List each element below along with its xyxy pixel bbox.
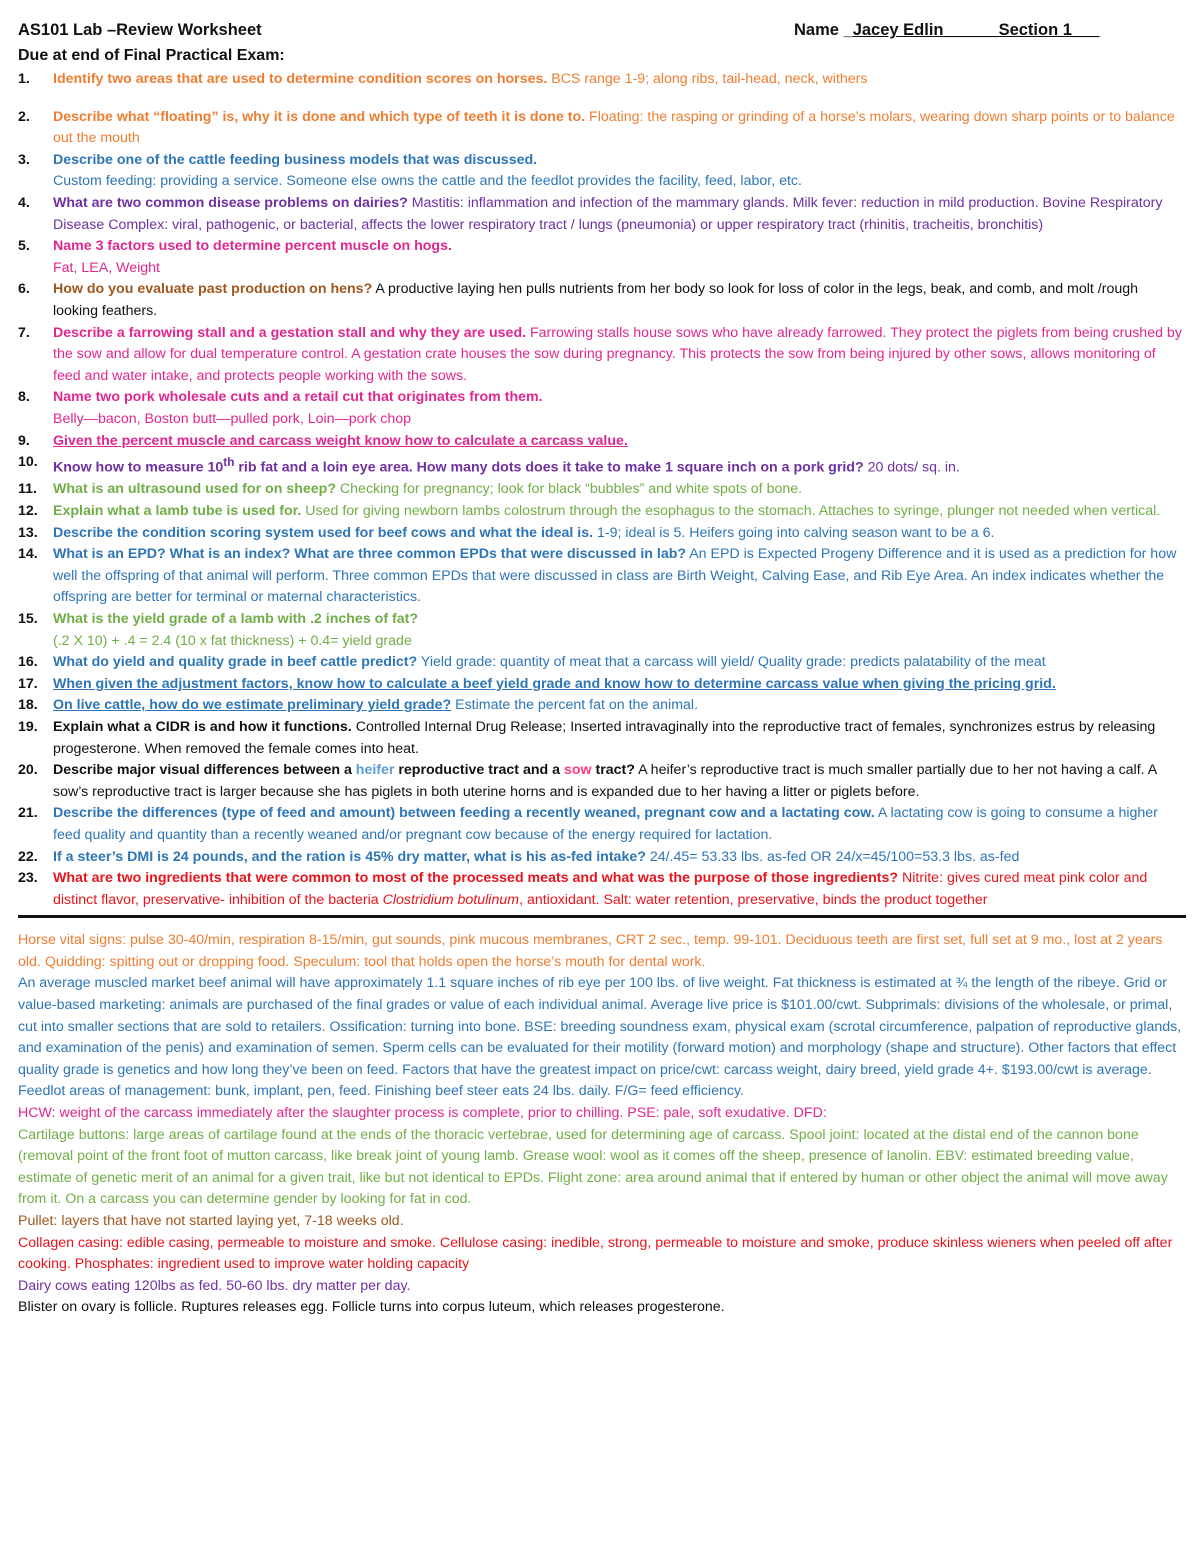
answer-text: A productive laying hen pulls nutrients from her body so look for loss of color in the legs, beak, and comb, and molt /rough looking feathers. [53, 281, 1139, 319]
notes-section [18, 930, 1184, 1319]
note-paragraph: Collagen casing: edible casing, permeable to moisture and smoke. Cellulose casing: inedible, strong, permeable to moisture and smoke, produce skinless wieners when peeled off after cooking. Phosphates: ingredient used to improve water holding capacity [18, 1234, 1173, 1273]
question-item: 7. Describe a farrowing stall and a gestation stall and why they are used. Farrowing stalls house sows who have already farrowed. They protect the piglets from being crushed by the sow and allow for dual temperature control. A gestation crate houses the sow during pregnancy. This protects the sow from being injured by other sows, allows monitoring of feed and water intake, and protects people working with the sows. [18, 324, 1182, 384]
name-label: Name _ [794, 21, 853, 39]
worksheet-title: AS101 Lab –Review Worksheet [18, 21, 262, 39]
question-item: 16. What do yield and quality grade in beef cattle predict? Yield grade: quantity of meat that a carcass will yield/ Quality grade: predicts palatability of the meat [18, 654, 1046, 671]
sow-word: sow [563, 762, 592, 779]
question-text: Name two pork wholesale cuts and a retail cut that originates from them. [53, 389, 543, 406]
question-text: What do yield and quality grade in beef cattle predict? [53, 654, 418, 671]
answer-text: A heifer’s reproductive tract is much smaller partially due to her not having a calf. A sow’s reproductive tract is larger because she has piglets in both uterine horns and is expanded due to her having a litter or piglets before. [53, 762, 1157, 800]
question-text: When given the adjustment factors, know how to calculate a beef yield grade and know how to determine carcass value when giving the pricing grid. [53, 675, 1056, 692]
section-blank: ___ [1071, 21, 1100, 39]
question-text: How do you evaluate past production on hens? [53, 281, 373, 298]
note-paragraph: HCW: weight of the carcass immediately after the slaughter process is complete, prior to chilling. PSE: pale, soft exudative. DFD: [18, 1105, 827, 1122]
question-item: 3. Describe one of the cattle feeding business models that was discussed. Custom feeding: providing a service. Someone else owns the cattle and the feedlot provides the facility, feed, labor, etc. [18, 151, 802, 190]
question-item: 12. Explain what a lamb tube is used for. Used for giving newborn lambs colostrum through the esophagus to the stomach. Attaches to syringe, plunger not needed when vertical. [18, 503, 1161, 520]
answer-text: 20 dots/ sq. in. [863, 459, 960, 476]
question-text: Name 3 factors used to determine percent muscle on hogs. [53, 238, 452, 255]
answer-text: Used for giving newborn lambs colostrum through the esophagus to the stomach. Attaches to syringe, plunger not needed when vertical. [301, 503, 1161, 520]
question-item: 18. On live cattle, how do we estimate preliminary yield grade? Estimate the percent fat on the animal. [18, 697, 699, 714]
answer-text: (.2 X 10) + .4 = 2.4 (10 x fat thickness) + 0.4= yield grade [53, 632, 412, 649]
answer-text: Floating: the rasping or grinding of a horse’s molars, wearing down sharp points or to balance out the mouth [53, 108, 1175, 147]
question-text-cont: rib fat and a loin eye area. How many dots does it take to make 1 square inch on a pork grid? [234, 459, 864, 476]
note-paragraph: Pullet: layers that have not started laying yet, 7-18 weeks old. [18, 1213, 404, 1230]
answer-text: Fat, LEA, Weight [53, 259, 160, 276]
answer-text: Checking for pregnancy; look for black “bubbles” and white spots of bone. [335, 481, 803, 498]
answer-text: Controlled Internal Drug Release; Inserted intravaginally into the reproductive tract of females, synchronizes estrus by releasing progesterone. When removed the female comes into heat. [53, 718, 1156, 757]
question-text-end: tract? [591, 762, 635, 779]
question-text: What is the yield grade of a lamb with .2 inches of fat? [53, 610, 418, 627]
question-text: On live cattle, how do we estimate preliminary yield grade? [53, 697, 452, 714]
question-item: 15. What is the yield grade of a lamb with .2 inches of fat? (.2 X 10) + .4 = 2.4 (10 x fat thickness) + 0.4= yield grade [18, 610, 418, 649]
question-item: 6. How do you evaluate past production on hens? A productive laying hen pulls nutrients from her body so look for loss of color in the legs, beak, and comb, and molt /rough looking feathers. [18, 281, 1139, 319]
question-item: 14. What is an EPD? What is an index? What are three common EPDs that were discussed in lab? An EPD is Expected Progeny Difference and it is used as a prediction for how well the offspring of that animal will perform. Three common EPDs that were discussed in class are Birth Weight, Calving Ease, and Rib Eye Area. An index indicates whether the offspring are better for terminal or maternal characteristics. [18, 546, 1177, 606]
name-blank: ______ [943, 21, 999, 39]
section-divider [18, 915, 1186, 918]
question-item: 11. What is an ultrasound used for on sheep? Checking for pregnancy; look for black “bubbles” and white spots of bone. [18, 481, 803, 498]
question-text: Describe one of the cattle feeding business models that was discussed. [53, 151, 538, 168]
answer-text: An EPD is Expected Progeny Difference and it is used as a prediction for how well the offspring of that animal will perform. Three common EPDs that were discussed in class are Birth Weight, Calving Ease, and Rib Eye Area. An index indicates whether the offspring are better for terminal or maternal characteristics. [53, 546, 1177, 606]
question-text: What are two ingredients that were common to most of the processed meats and what was the purpose of those ingredients? [53, 870, 899, 887]
question-text: What are two common disease problems on dairies? [53, 194, 408, 211]
heifer-word: heifer [355, 762, 395, 779]
question-item: 20. Describe major visual differences between a heifer reproductive tract and a sow tract? A heifer’s reproductive tract is much smaller partially due to her not having a calf. A sow’s reproductive tract is larger because she has piglets in both uterine horns and is expanded due to her having a litter or piglets before. [18, 762, 1157, 800]
note-paragraph: Blister on ovary is follicle. Ruptures releases egg. Follicle turns into corpus luteum, which releases progesterone. [18, 1299, 725, 1316]
question-item: 22. If a steer’s DMI is 24 pounds, and the ration is 45% dry matter, what is his as-fed intake? 24/.45= 53.33 lbs. as-fed OR 24/x=45/100=53.3 lbs. as-fed [18, 848, 1020, 865]
due-line: Due at end of Final Practical Exam: [18, 47, 285, 64]
question-item: 8. Name two pork wholesale cuts and a retail cut that originates from them. Belly—bacon, Boston butt—pulled pork, Loin—pork chop [18, 389, 543, 427]
question-item: 23. What are two ingredients that were common to most of the processed meats and what was the purpose of those ingredients? Nitrite: gives cured meat pink color and distinct flavor, preservative- inhibition of the bacteria Clostridium botulinum, antioxidant. Salt: water retention, preservative, binds the product together [18, 870, 1148, 908]
question-text: What is an EPD? What is an index? What are three common EPDs that were discussed in lab? [53, 546, 687, 563]
question-text: Explain what a CIDR is and how it functions. [53, 718, 352, 735]
question-item: 1. Identify two areas that are used to determine condition scores on horses. BCS range 1-9; along ribs, tail-head, neck, withers [18, 71, 868, 87]
question-text: Describe a farrowing stall and a gestation stall and why they are used. [53, 324, 527, 341]
answer-text: 24/.45= 53.33 lbs. as-fed OR 24/x=45/100=53.3 lbs. as-fed [645, 848, 1020, 865]
note-paragraph: Horse vital signs: pulse 30-40/min, respiration 8-15/min, gut sounds, pink mucous membranes, CRT 2 sec., temp. 99-101. Deciduous teeth are first set, full set at 9 mo., lost at 2 years old. Quidding: spitting out or dropping food. Speculum: tool that holds open the horse’s mouth for dental work. [18, 932, 1163, 970]
answer-text: A lactating cow is going to consume a higher feed quality and quantity than a recently weaned and/or pregnant cow because of the energy required for lactation. [53, 805, 1158, 843]
question-item: 17. When given the adjustment factors, know how to calculate a beef yield grade and know how to determine carcass value when giving the pricing grid. [18, 675, 1056, 692]
note-paragraph: An average muscled market beef animal will have approximately 1.1 square inches of rib eye per 100 lbs. of live weight. Fat thickness is estimated at ¾ the length of the ribeye. Grid or value-based marketing: animals are purchased of the final grades or value of each individual animal. Average live price is $101.00/cwt. Subprimals: divisions of the wholesale, or primal, cut into smaller sections that are sold to retailers. Ossification: turning into bone. BSE: breeding soundness exam, physical exam (scrotal circumference, palpation of reproductive glands, and examination of the penis) and examination of semen. Sperm cells can be evaluated for their motility (forward motion) and morphology (shape and structure). Other factors that effect quality grade is genetics and how long they’ve been on feed. Factors that have the greatest impact on price/cwt: carcass weight, dairy breed, yield grade 4+. $193.00/cwt is average. Feedlot areas of management: bunk, implant, pen, feed. Finishing beef steer eats 24 lbs. daily. F/G= feed efficiency. [18, 975, 1182, 1100]
question-text: Describe what “floating” is, why it is done and which type of teeth it is done to. [53, 108, 586, 125]
worksheet-page [18, 20, 1184, 1319]
question-text: Know how to measure 10 [53, 459, 224, 476]
question-text: Describe major visual differences between a [53, 762, 356, 779]
section-label: Section 1 [998, 21, 1072, 39]
note-paragraph: Cartilage buttons: large areas of cartilage found at the ends of the thoracic vertebrae, used for determining age of carcass. Spool joint: located at the distal end of the cannon bone (removal point of the front foot of mutton carcass, like break joint of young lamb. Grease wool: wool as it comes off the sheep, presence of lanolin. EBV: estimated breeding value, estimate of genetic merit of an animal for a given trait, like but not identical to EPDs. Flight zone: area around animal that if entered by human or other object the animal will move away from it. On a carcass you can determine gender by looking for fat in cod. [18, 1126, 1168, 1208]
ordinal-suffix: th [223, 455, 235, 470]
question-item: 13. Describe the condition scoring system used for beef cows and what the ideal is. 1-9; ideal is 5. Heifers going into calving season want to be a 6. [18, 524, 995, 541]
answer-text: Farrowing stalls house sows who have already farrowed. They protect the piglets from being crushed by the sow and allow for dual temperature control. A gestation crate houses the sow during pregnancy. This protects the sow from being injured by other sows, allows monitoring of feed and water intake, and protects people working with the sows. [53, 324, 1182, 384]
student-name: Jacey Edlin [852, 21, 944, 39]
answer-italic: Clostridium botulinum [382, 891, 520, 908]
question-item: 9. Given the percent muscle and carcass weight know how to calculate a carcass value. [18, 432, 628, 449]
answer-text: Mastitis: inflammation and infection of the mammary glands. Milk fever: reduction in mild production. Bovine Respiratory Disease Complex: viral, pathogenic, or bacterial, affects the lower respiratory tract / lungs (pneumonia) or upper respiratory tract (rhinitis, tracheitis, bronchitis) [53, 194, 1163, 233]
name-section-line [794, 20, 1099, 42]
question-list [18, 69, 1184, 911]
answer-text: Belly—bacon, Boston butt—pulled pork, Loin—pork chop [53, 410, 412, 427]
answer-text-cont: , antioxidant. Salt: water retention, preservative, binds the product together [519, 891, 988, 908]
note-paragraph: Dairy cows eating 120lbs as fed. 50-60 lbs. dry matter per day. [18, 1277, 411, 1294]
question-text: Describe the condition scoring system used for beef cows and what the ideal is. [53, 524, 594, 541]
question-text: Explain what a lamb tube is used for. [53, 503, 302, 520]
answer-text: Estimate the percent fat on the animal. [451, 697, 699, 714]
question-text: Describe the differences (type of feed and amount) between feeding a recently weaned, pregnant cow and a lactating cow. [53, 805, 875, 822]
question-item: 10. Know how to measure 10th rib fat and a loin eye area. How many dots does it take to make 1 square inch on a pork grid? 20 dots/ sq. in. [18, 454, 960, 476]
question-item: 19. Explain what a CIDR is and how it functions. Controlled Internal Drug Release; Inserted intravaginally into the reproductive tract of females, synchronizes estrus by releasing progesterone. When removed the female comes into heat. [18, 718, 1156, 757]
answer-text: 1-9; ideal is 5. Heifers going into calving season want to be a 6. [593, 524, 995, 541]
question-text: Identify two areas that are used to determine condition scores on horses. [53, 71, 548, 87]
question-item: 4. What are two common disease problems on dairies? Mastitis: inflammation and infection of the mammary glands. Milk fever: reduction in mild production. Bovine Respiratory Disease Complex: viral, pathogenic, or bacterial, affects the lower respiratory tract / lungs (pneumonia) or upper respiratory tract (rhinitis, tracheitis, bronchitis) [18, 194, 1163, 233]
question-text: If a steer’s DMI is 24 pounds, and the ration is 45% dry matter, what is his as-fed intake? [53, 848, 646, 865]
answer-text: Nitrite: gives cured meat pink color and distinct flavor, preservative- inhibition of the bacteria [53, 870, 1148, 908]
answer-text: BCS range 1-9; along ribs, tail-head, neck, withers [547, 71, 868, 87]
question-item: 5. Name 3 factors used to determine percent muscle on hogs. Fat, LEA, Weight [18, 238, 452, 276]
question-text: What is an ultrasound used for on sheep? [53, 481, 336, 498]
answer-text: Yield grade: quantity of meat that a carcass will yield/ Quality grade: predicts palatability of the meat [417, 654, 1046, 671]
question-item: 2. Describe what “floating” is, why it is done and which type of teeth it is done to. Floating: the rasping or grinding of a horse’s molars, wearing down sharp points or to balance out the mouth [18, 108, 1175, 147]
worksheet-header [18, 20, 1184, 42]
answer-text: Custom feeding: providing a service. Someone else owns the cattle and the feedlot provides the facility, feed, labor, etc. [53, 173, 802, 190]
question-text-cont: reproductive tract and a [394, 762, 564, 779]
question-text: Given the percent muscle and carcass weight know how to calculate a carcass value. [53, 432, 628, 449]
question-item: 21. Describe the differences (type of feed and amount) between feeding a recently weaned, pregnant cow and a lactating cow. A lactating cow is going to consume a higher feed quality and quantity than a recently weaned and/or pregnant cow because of the energy required for lactation. [18, 805, 1158, 843]
